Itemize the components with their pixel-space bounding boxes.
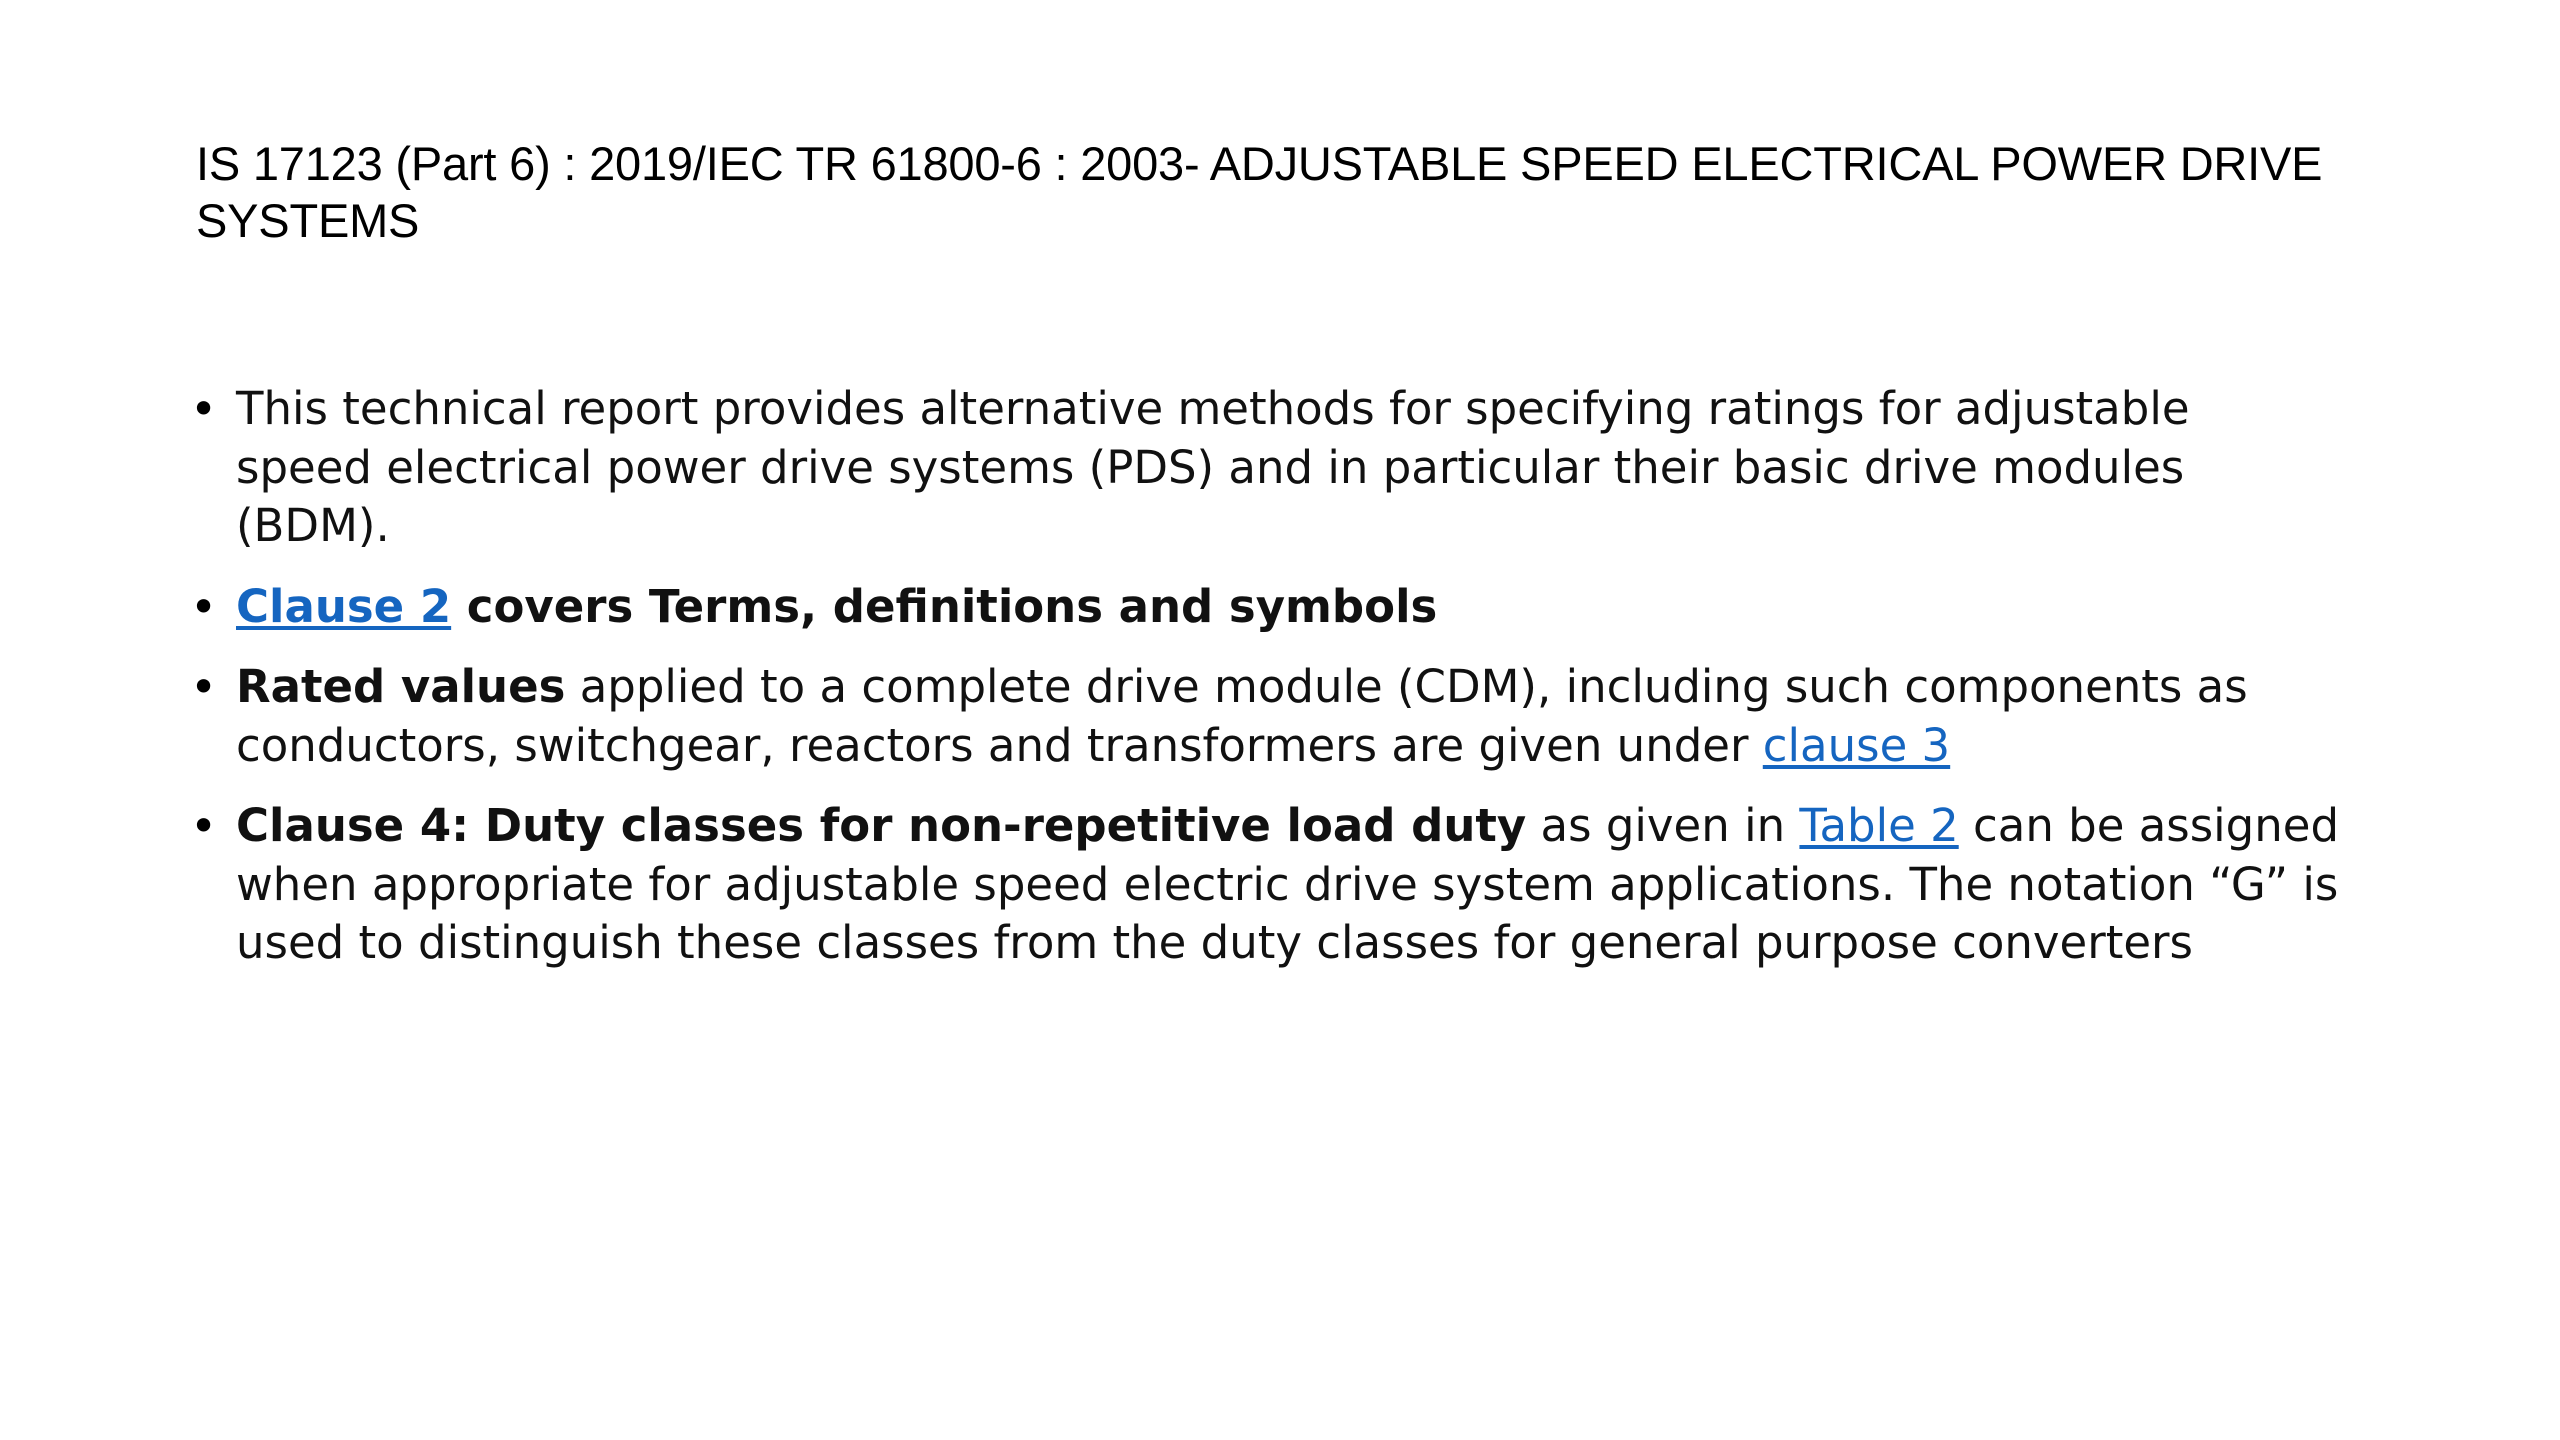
bullet-4-segment-2: as given in xyxy=(1526,799,1800,853)
table-2-link[interactable]: Table 2 xyxy=(1799,799,1959,853)
bullet-1-segment-1: This technical report provides alternative methods for specifying ratings for adjustable speed electrical power drive systems (PDS) and in particular their basic drive modules (BDM). xyxy=(236,382,2190,552)
bullet-4-segment-1: Clause 4: Duty classes for non-repetitive load duty xyxy=(236,799,1527,853)
list-item xyxy=(190,578,2420,637)
bullet-icon: • xyxy=(190,660,218,715)
list-item-text xyxy=(236,380,2266,556)
bullet-3-segment-2: applied to a complete drive module (CDM), including such components as conductors, switchgear, reactors and transformers are given under xyxy=(236,660,2248,772)
clause-3-link[interactable]: clause 3 xyxy=(1762,718,1951,772)
bullet-4-segment-4: can be assigned when appropriate for adjustable speed electric drive system applications. The notation “G” is used to distinguish these classes from the duty classes for general purpose converters xyxy=(236,799,2340,970)
bullet-icon: • xyxy=(190,382,218,436)
bullet-3-segment-1: Rated values xyxy=(236,660,566,714)
list-item xyxy=(190,797,2420,973)
clause-2-link[interactable]: Clause 2 xyxy=(236,579,452,633)
page-title: IS 17123 (Part 6) : 2019/IEC TR 61800-6 : 2003- ADJUSTABLE SPEED ELECTRICAL POWER DRIVE SYSTEMS xyxy=(196,137,2323,248)
list-item xyxy=(190,380,2420,556)
bullet-list xyxy=(190,380,2420,995)
bullet-icon: • xyxy=(190,799,218,854)
list-item-text xyxy=(236,658,2336,775)
bullet-2-segment-2: covers Terms, definitions and symbols xyxy=(451,579,1438,633)
list-item-text xyxy=(236,578,2420,637)
list-item xyxy=(190,658,2420,775)
list-item-text xyxy=(236,797,2420,973)
bullet-icon: • xyxy=(190,579,218,634)
